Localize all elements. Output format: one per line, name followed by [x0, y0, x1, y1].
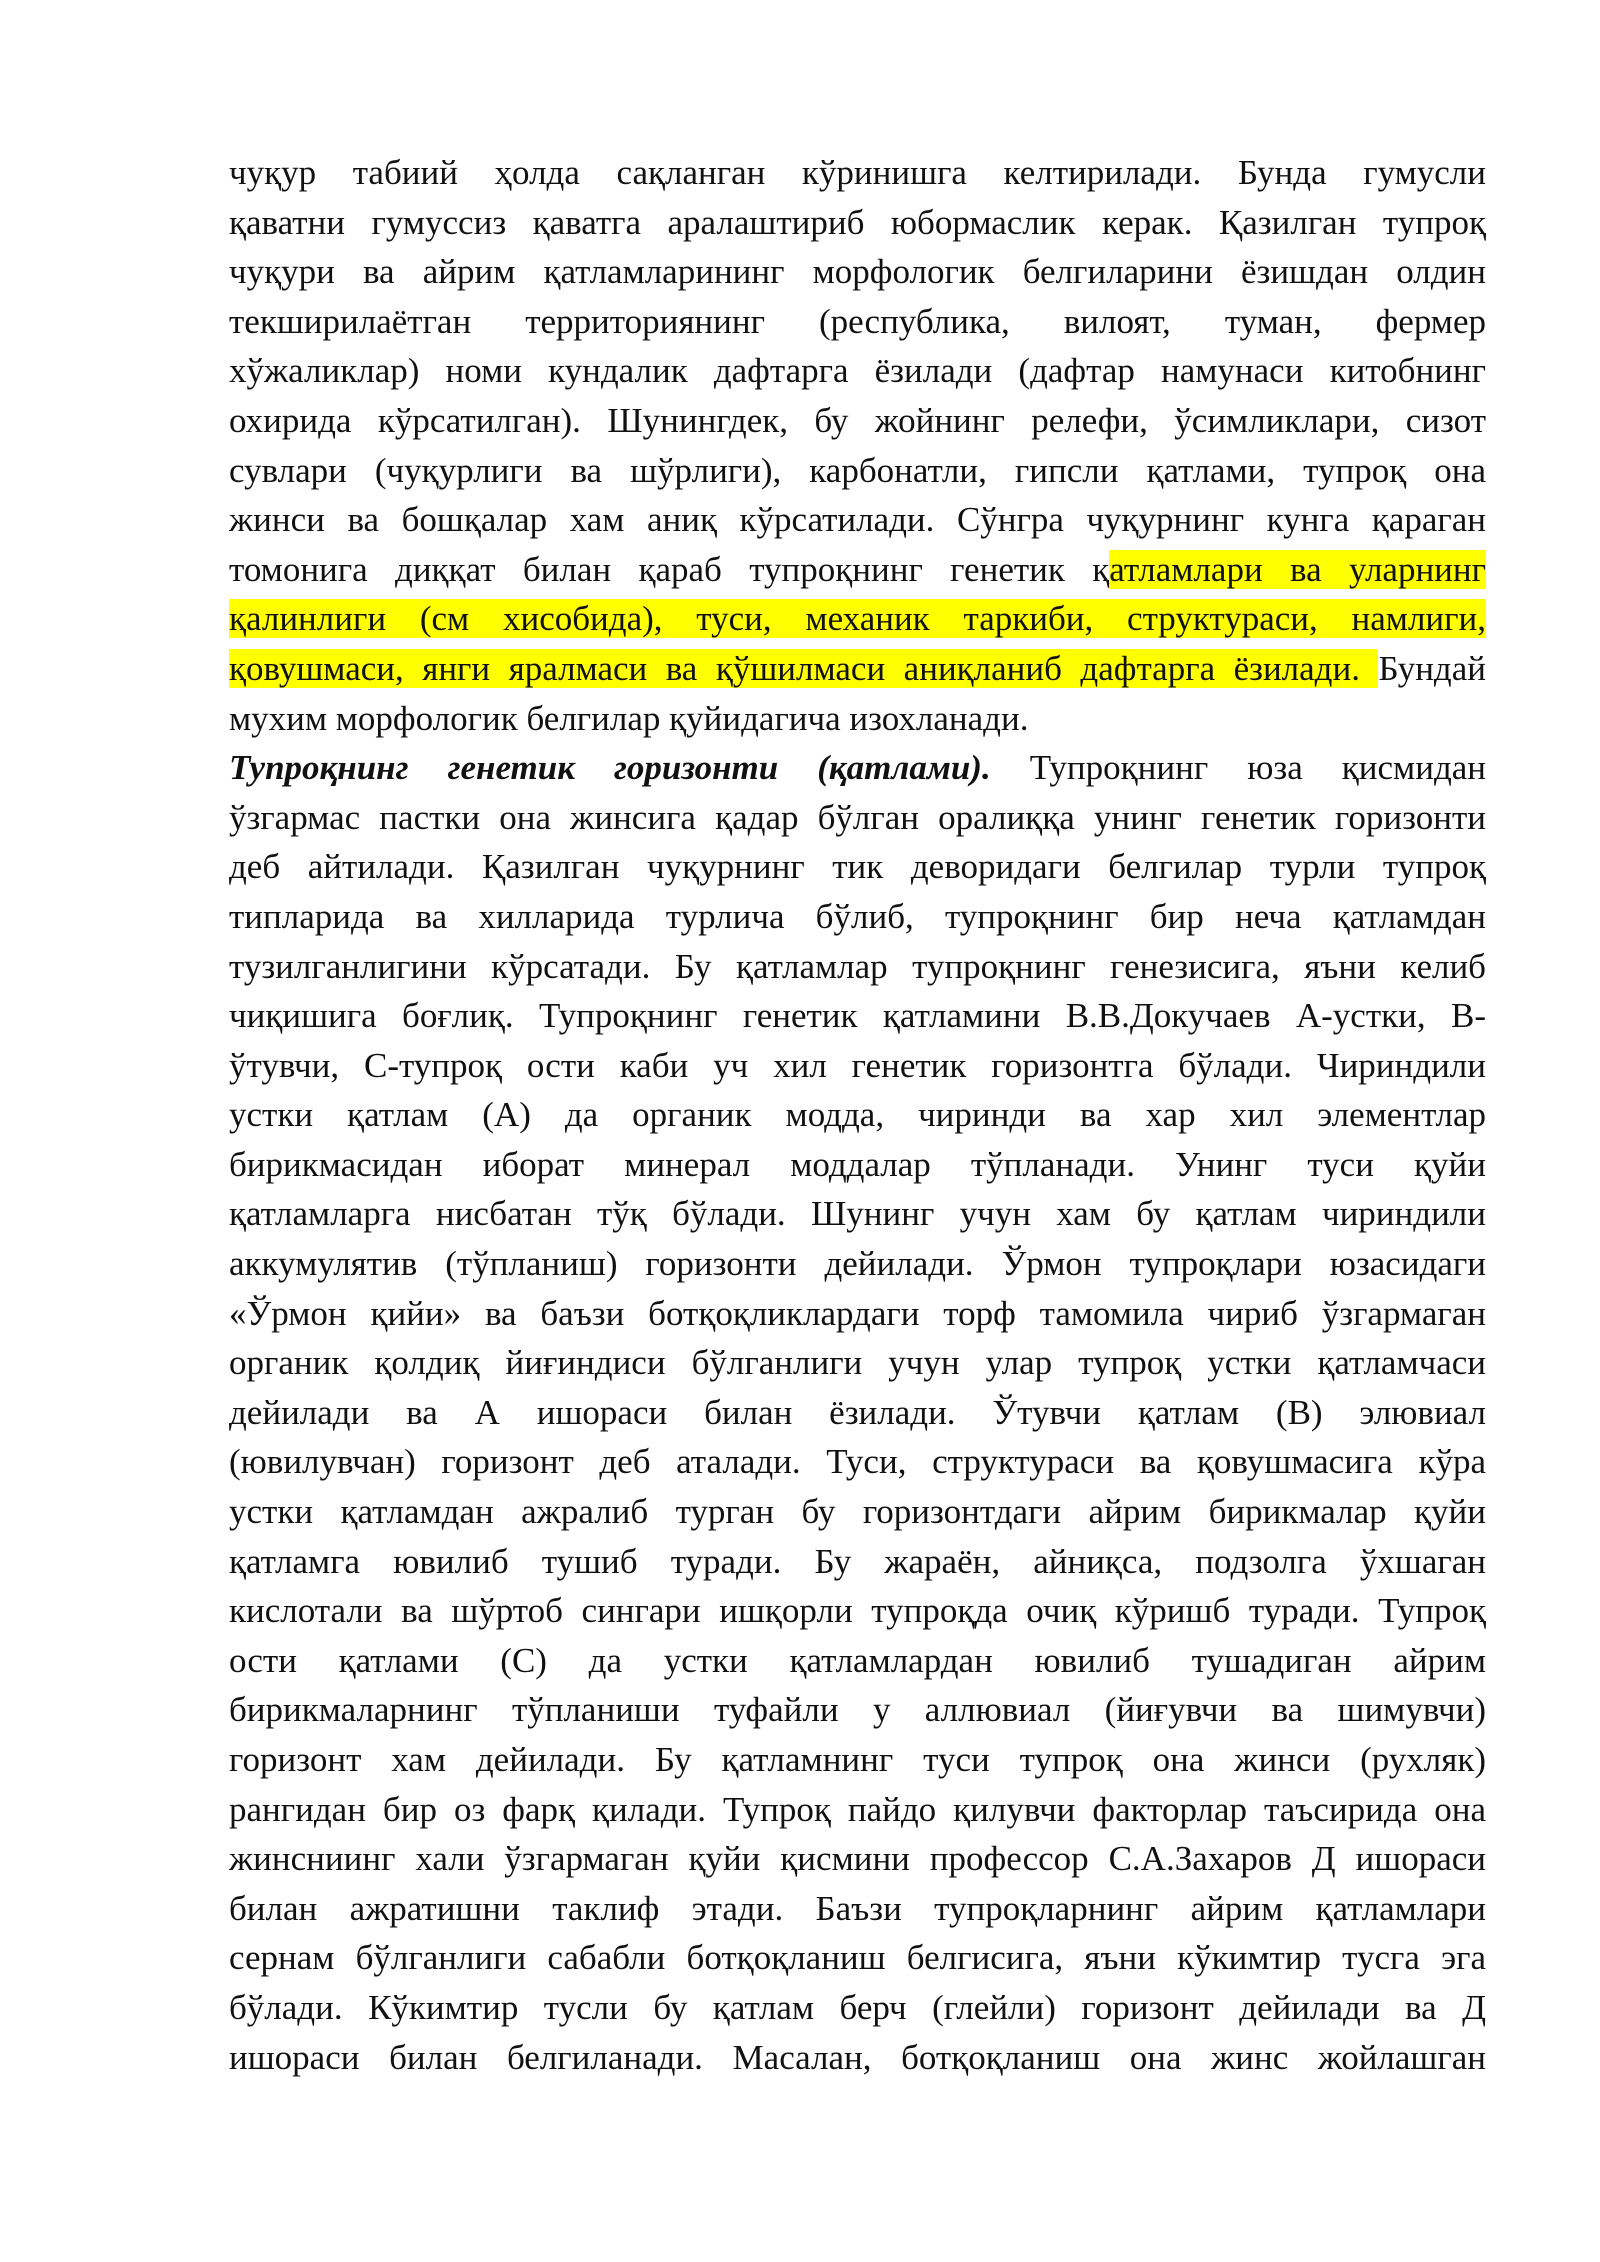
- text-line: дейилади ва А ишораси билан ёзилади. Ўтувчи қатлам (В) элювиал: [229, 1392, 1486, 1432]
- text-span: Тупроқнинг юза қисмидан: [1029, 748, 1487, 788]
- document-page: [229, 148, 1486, 2082]
- text-line: текширилаётган территориянинг (республика, вилоят, туман, фермер: [229, 301, 1486, 341]
- text-line: бирикмасидан иборат минерал моддалар тўпланади. Унинг туси қуйи: [229, 1144, 1486, 1184]
- paragraph-1: [229, 148, 1486, 743]
- text-line: бирикмаларнинг тўпланиши туфайли у аллювиал (йиғувчи ва шимувчи): [229, 1690, 1486, 1730]
- text-line: [229, 545, 1486, 595]
- text-line: хўжаликлар) номи кундалик дафтарга ёзилади (дафтар намунаси китобнинг: [229, 351, 1486, 391]
- text-line: тузилганлигини кўрсатади. Бу қатламлар тупроқнинг генезисига, яъни келиб: [229, 946, 1486, 986]
- text-line: [229, 743, 1486, 793]
- text-line: рангидан бир оз фарқ қилади. Тупроқ пайдо қилувчи факторлар таъсирида она: [229, 1789, 1486, 1829]
- text-line: сувлари (чуқурлиги ва шўрлиги), карбонатли, гипсли қатлами, тупроқ она: [229, 450, 1486, 490]
- text-line: бўлади. Кўкимтир тусли бу қатлам берч (глейли) горизонт дейилади ва Д: [229, 1987, 1486, 2027]
- text-line: мухим морфологик белгилар қуйидагича изохланади.: [229, 698, 1029, 738]
- text-line: устки қатламдан ажралиб турган бу горизонтдаги айрим бирикмалар қуйи: [229, 1492, 1486, 1532]
- text-line: кислотали ва шўртоб сингари ишқорли тупроқда очиқ кўришб туради. Тупроқ: [229, 1591, 1486, 1631]
- text-line: жинси ва бошқалар хам аниқ кўрсатилади. Сўнгра чуқурнинг кунга қараган: [229, 500, 1486, 540]
- text-line: қатламларга нисбатан тўқ бўлади. Шунинг учун хам бу қатлам чириндили: [229, 1194, 1486, 1234]
- text-line: аккумулятив (тўпланиш) горизонти дейилади. Ўрмон тупроқлари юзасидаги: [229, 1244, 1486, 1284]
- highlighted-text: қовушмаси, янги яралмаси ва қўшилмаси аниқланиб дафтарга ёзилади.: [229, 648, 1379, 688]
- text-line: «Ўрмон қийи» ва баъзи ботқоқликлардаги торф тамомила чириб ўзгармаган: [229, 1293, 1486, 1333]
- highlighted-text: атламлари ва уларнинг: [1109, 549, 1486, 589]
- text-line: [229, 644, 1486, 694]
- text-span: Бундай: [1378, 648, 1486, 688]
- text-line: чуқур табиий ҳолда сақланган кўринишга келтирилади. Бунда гумусли: [229, 153, 1486, 192]
- text-line: ости қатлами (С) да устки қатламлардан ювилиб тушадиган айрим: [229, 1640, 1486, 1680]
- text-line: [229, 594, 1486, 644]
- highlighted-text: қалинлиги (см хисобида), туси, механик таркиби, структураси, намлиги,: [229, 599, 1486, 639]
- text-line: ишораси билан белгиланади. Масалан, ботқоқланиш она жинс жойлашган: [229, 2037, 1486, 2077]
- text-line: ўзгармас пастки она жинсига қадар бўлган оралиққа унинг генетик горизонти: [229, 797, 1486, 837]
- text-line: қаватни гумуссиз қаватга аралаштириб юбормаслик керак. Қазилган тупроқ: [229, 202, 1486, 242]
- text-line: билан ажратишни таклиф этади. Баъзи тупроқларнинг айрим қатламлари: [229, 1888, 1486, 1928]
- section-term: Тупроқнинг генетик горизонти (қатлами).: [229, 748, 991, 788]
- text-line: горизонт хам дейилади. Бу қатламнинг туси тупроқ она жинси (рухляк): [229, 1740, 1486, 1779]
- text-line: сернам бўлганлиги сабабли ботқоқланиш белгисига, яъни кўкимтир тусга эга: [229, 1938, 1486, 1978]
- text-line: деб айтилади. Қазилган чуқурнинг тик деворидаги белгилар турли тупроқ: [229, 847, 1486, 887]
- text-line: жинсниинг хали ўзгармаган қуйи қисмини профессор С.А.Захаров Д ишораси: [229, 1839, 1486, 1879]
- text-line: устки қатлам (А) да органик модда, чиринди ва хар хил элементлар: [229, 1095, 1486, 1135]
- text-line: типларида ва хилларида турлича бўлиб, тупроқнинг бир неча қатламдан: [229, 896, 1486, 936]
- text-span: томонига диққат билан қараб тупроқнинг генетик қ: [229, 549, 1110, 589]
- text-line: қатламга ювилиб тушиб туради. Бу жараён, айниқса, подзолга ўхшаган: [229, 1541, 1486, 1581]
- text-line: чуқури ва айрим қатламларининг морфологик белгиларини ёзишдан олдин: [229, 252, 1486, 292]
- text-line: органик қолдиқ йиғиндиси бўлганлиги учун улар тупроқ устки қатламчаси: [229, 1343, 1486, 1383]
- paragraph-2: [229, 743, 1486, 2082]
- text-line: ўтувчи, С-тупроқ ости каби уч хил генетик горизонтга бўлади. Чириндили: [229, 1045, 1486, 1085]
- text-line: (ювилувчан) горизонт деб аталади. Туси, структураси ва қовушмасига кўра: [229, 1442, 1486, 1482]
- text-line: охирида кўрсатилган). Шунингдек, бу жойнинг релефи, ўсимликлари, сизот: [229, 400, 1486, 440]
- text-line: чиқишига боғлиқ. Тупроқнинг генетик қатламини В.В.Докучаев А-устки, В-: [229, 996, 1486, 1036]
